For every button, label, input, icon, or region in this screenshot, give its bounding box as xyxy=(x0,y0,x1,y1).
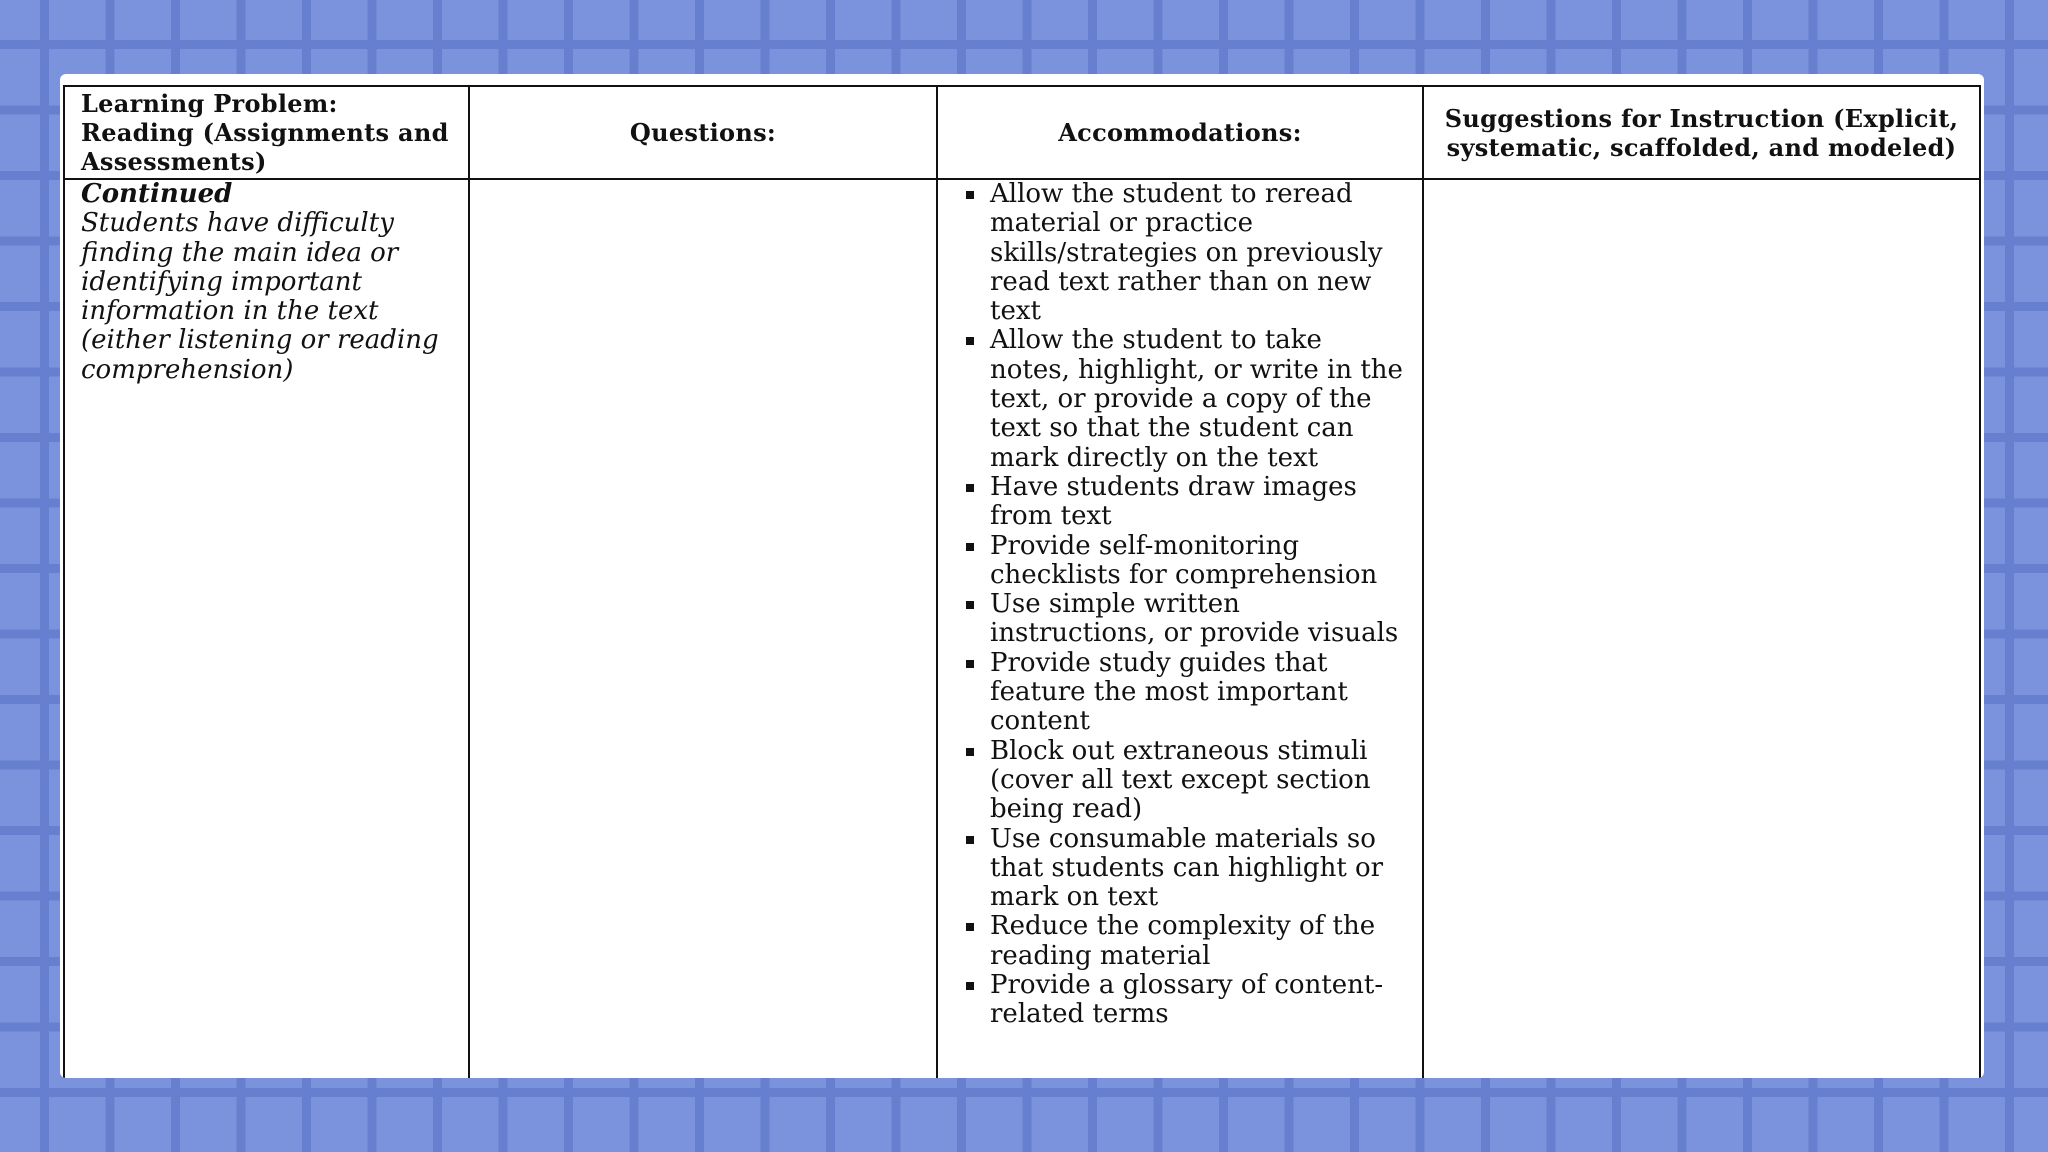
suggestions-cell xyxy=(1423,179,1980,1078)
continued-label: Continued xyxy=(81,179,233,209)
header-learning-problem: Learning Problem: Reading (Assignments and Assessments) xyxy=(64,86,469,179)
header-questions: Questions: xyxy=(469,86,937,179)
square-bullet-icon xyxy=(966,484,974,492)
questions-cell xyxy=(469,179,937,1078)
accommodation-text: Use consumable materials so that students can highlight or mark on text xyxy=(990,823,1384,913)
accommodation-text: Allow the student to take notes, highlight, or write in the text, or provide a copy of the text so that the student can mark directly on the text xyxy=(990,325,1403,473)
square-bullet-icon xyxy=(966,337,974,345)
header-row xyxy=(64,86,1980,179)
accommodation-text: Provide study guides that feature the most important content xyxy=(990,647,1348,737)
learning-problem-table xyxy=(63,85,1981,1078)
square-bullet-icon xyxy=(966,543,974,551)
list-item xyxy=(966,590,1408,649)
list-item xyxy=(966,737,1408,825)
list-item xyxy=(966,473,1408,532)
table-row xyxy=(64,179,1980,1078)
accommodation-text: Provide a glossary of content-related terms xyxy=(990,970,1384,1030)
slide-content xyxy=(60,74,1984,1078)
accommodation-text: Provide self-monitoring checklists for comprehension xyxy=(990,530,1378,590)
square-bullet-icon xyxy=(966,923,974,931)
list-item xyxy=(966,532,1408,591)
accommodations-cell xyxy=(937,179,1423,1078)
problem-cell xyxy=(64,179,469,1078)
square-bullet-icon xyxy=(966,836,974,844)
list-item xyxy=(966,912,1408,971)
square-bullet-icon xyxy=(966,748,974,756)
accommodation-text: Block out extraneous stimuli (cover all text except section being read) xyxy=(990,735,1371,825)
square-bullet-icon xyxy=(966,660,974,668)
list-item xyxy=(966,825,1408,913)
accommodation-text: Have students draw images from text xyxy=(990,471,1357,532)
list-item xyxy=(966,649,1408,737)
accommodation-text: Reduce the complexity of the reading material xyxy=(990,911,1376,971)
header-suggestions: Suggestions for Instruction (Explicit, systematic, scaffolded, and modeled) xyxy=(1423,86,1980,179)
problem-description: Students have difficulty finding the main idea or identifying important information in the text (either listening or reading comprehension) xyxy=(81,208,439,385)
square-bullet-icon xyxy=(966,191,974,199)
list-item xyxy=(966,971,1408,1030)
header-accommodations: Accommodations: xyxy=(937,86,1423,179)
list-item xyxy=(966,180,1408,326)
square-bullet-icon xyxy=(966,982,974,990)
accommodation-text: Use simple written instructions, or provide visuals xyxy=(990,589,1399,649)
accommodation-text: Allow the student to reread material or practice skills/strategies on previously read text rather than on new text xyxy=(990,179,1383,327)
list-item xyxy=(966,326,1408,472)
accommodations-list xyxy=(966,180,1408,1030)
square-bullet-icon xyxy=(966,601,974,609)
